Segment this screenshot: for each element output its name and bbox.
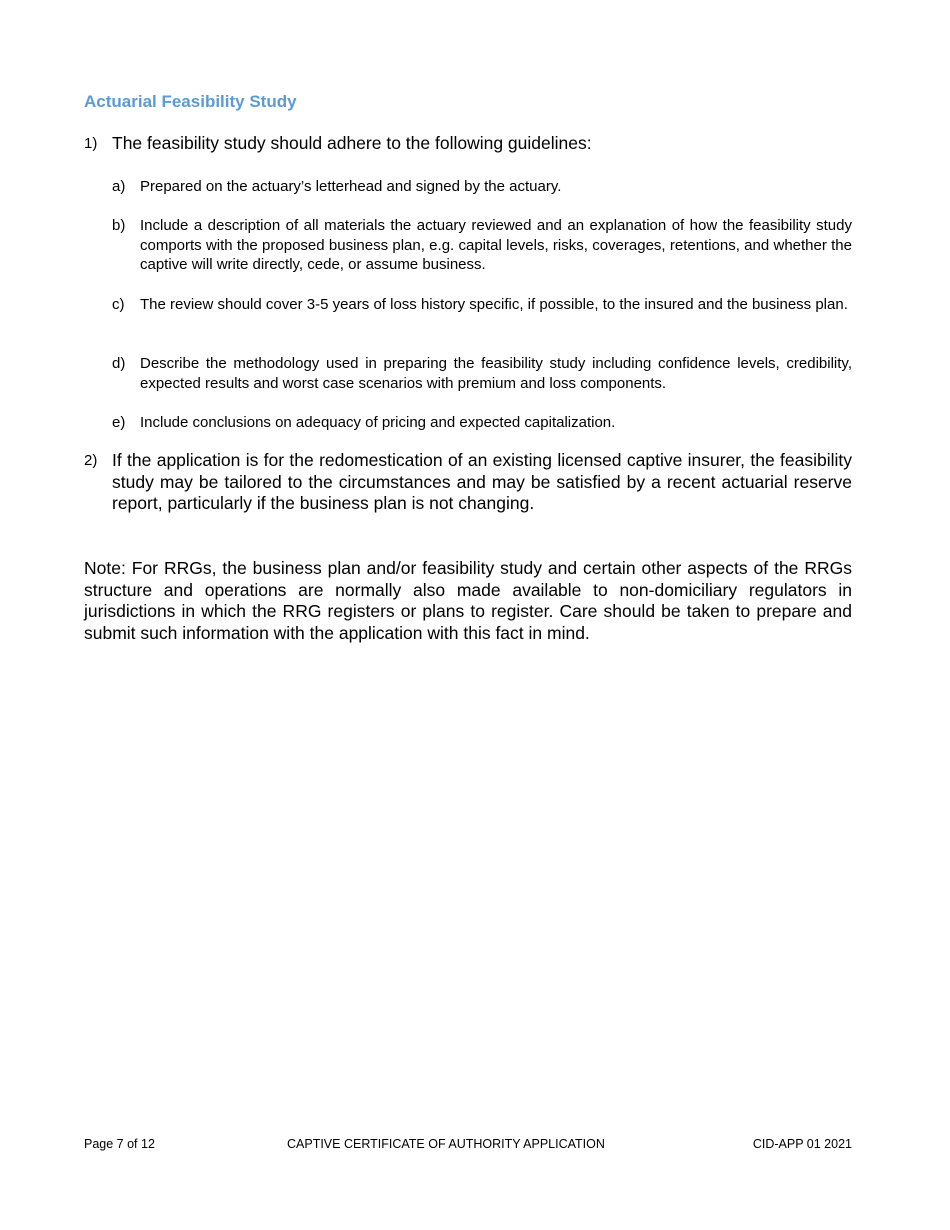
list-item-2 <box>84 450 852 515</box>
document-page <box>84 0 852 1230</box>
sub-item-text: The review should cover 3-5 years of loss history specific, if possible, to the insured and the business plan. <box>140 296 848 313</box>
sub-item-letter: e) <box>112 414 126 431</box>
footer-form-id: CID-APP 01 2021 <box>752 1137 852 1151</box>
sub-item-d <box>112 354 852 393</box>
list-item-number: 2) <box>84 452 98 469</box>
list-item-text: If the application is for the redomestication of an existing licensed captive insurer, the feasibility study may be tailored to the circumstances and may be satisfied by a recent actuarial reserve report, particularly if the business plan is not changing. <box>112 450 852 513</box>
footer-page-number: Page 7 of 12 <box>84 1137 155 1151</box>
sub-item-text: Include a description of all materials the actuary reviewed and an explanation of how the feasibility study comports with the proposed business plan, e.g. capital levels, risks, coverages, retentions, and whether the captive will write directly, cede, or assume business. <box>140 217 852 273</box>
section-heading: Actuarial Feasibility Study <box>84 92 297 111</box>
sub-item-e <box>112 413 852 433</box>
sub-item-a <box>112 177 852 197</box>
list-item-number: 1) <box>84 135 98 152</box>
footer-title: CAPTIVE CERTIFICATE OF AUTHORITY APPLICATION <box>287 1137 605 1151</box>
sub-item-c <box>112 295 852 315</box>
note-paragraph: Note: For RRGs, the business plan and/or feasibility study and certain other aspects of the RRGs structure and operations are normally also made available to non-domiciliary regulators in jurisdictions in which the RRG registers or plans to register. Care should be taken to prepare and submit such information with the application with this fact in mind. <box>84 558 852 643</box>
sub-item-letter: d) <box>112 355 126 372</box>
sub-item-letter: a) <box>112 178 126 195</box>
list-item-text: The feasibility study should adhere to the following guidelines: <box>112 133 592 153</box>
sub-item-text: Describe the methodology used in preparing the feasibility study including confidence levels, credibility, expected results and worst case scenarios with premium and loss components. <box>140 355 852 392</box>
sub-item-letter: c) <box>112 296 125 313</box>
sub-item-text: Prepared on the actuary’s letterhead and signed by the actuary. <box>140 178 562 195</box>
sub-item-b <box>112 216 852 275</box>
sub-item-text: Include conclusions on adequacy of pricing and expected capitalization. <box>140 414 616 431</box>
list-item-1 <box>84 133 852 155</box>
sub-item-letter: b) <box>112 217 126 234</box>
